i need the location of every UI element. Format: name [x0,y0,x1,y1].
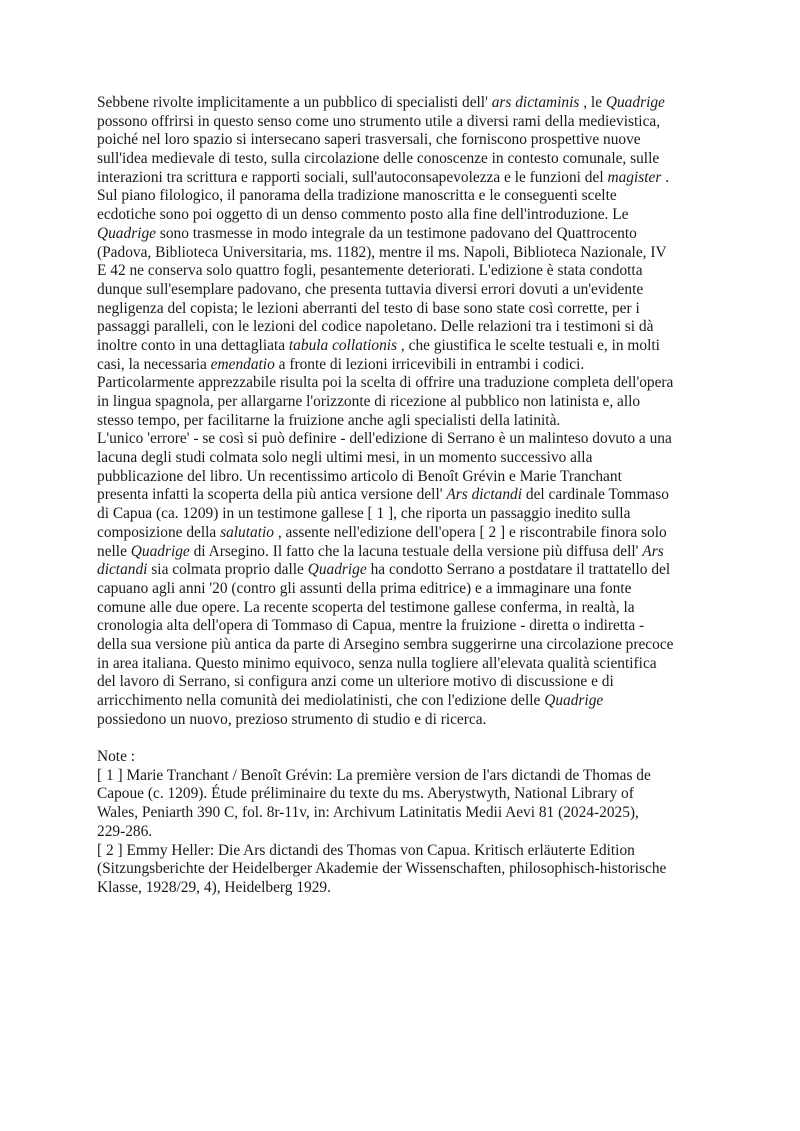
paragraph-spacer [97,729,709,748]
text-run: del lavoro di Serrano, si configura anzi come un ulteriore motivo di discussione e di [97,673,614,691]
text-run: negligenza del copista; le lezioni aberranti del testo di base sono state così corrette, per i [97,299,640,317]
text-run: (Padova, Biblioteca Universitaria, ms. 1182), mentre il ms. Napoli, Biblioteca Nazionale, IV [97,243,667,261]
text-run: a fronte di lezioni irricevibili in entrambi i codici. [274,355,585,373]
text-run: passaggi paralleli, con le lezioni del codice napoletano. Delle relazioni tra i testimoni si dà [97,318,654,336]
text-run: Sul piano filologico, il panorama della tradizione manoscritta e le conseguenti scelte [97,187,617,205]
note-line [97,842,709,861]
text-run: della sua versione più antica da parte di Arsegino sembra suggerirne una circolazione precoce [97,635,674,653]
italic-term: ars dictaminis [491,94,580,111]
italic-term: salutatio [220,523,274,541]
body-line [97,281,709,300]
body-line [97,300,709,319]
body-line [97,206,709,225]
text-run: E 42 ne conserva solo quattro fogli, pesantemente deteriorati. L'edizione è stata condotta [97,262,643,280]
italic-term: Quadrige [97,224,156,242]
text-run: in lingua spagnola, per allargarne l'orizzonte di ricezione al pubblico non latinista e, allo [97,393,641,410]
note-line [97,785,709,804]
text-run: composizione della [97,523,221,541]
text-run: Wales, Peniarth 390 C, fol. 8r-11v, in: Archivum Latinitatis Medii Aevi 81 (2024-2025), [97,804,639,822]
body-line [97,711,709,730]
note-line [97,879,709,898]
notes-list [97,767,709,898]
text-run: Sebbene rivolte implicitamente a un pubblico di specialisti dell' [97,94,492,111]
text-run: poiché nel loro spazio si intersecano saperi trasversali, che forniscono prospettive nuove [97,131,641,149]
text-run: interazioni tra scrittura e rapporti sociali, sull'autoconsapevolezza e le funzioni del [97,168,608,186]
italic-term: emendatio [210,355,275,373]
body-line [97,655,709,674]
text-run: dunque sull'esemplare padovano, che presenta tuttavia diversi errori dovuti a un'evidente [97,280,644,298]
body-line [97,374,709,393]
text-run: 229-286. [97,822,153,840]
text-run: Particolarmente apprezzabile risulta poi la scelta di offrire una traduzione completa dell'opera [97,374,674,392]
text-run: , le [579,94,606,111]
text-run: lacuna degli studi colmata solo negli ultimi mesi, in un momento successivo alla [97,449,593,467]
body-line [97,617,709,636]
text-run: pubblicazione del libro. Un recentissimo articolo di Benoît Grévin e Marie Tranchant [97,467,622,485]
body-line [97,262,709,281]
text-run: presenta infatti la scoperta della più antica versione dell' [97,486,447,504]
text-run: Klasse, 1928/29, 4), Heidelberg 1929. [97,878,331,896]
body-line [97,692,709,711]
italic-term: Quadrige [130,542,190,560]
text-run: possono offrirsi in questo senso come uno strumento utile a diversi rami della medievistica, [97,112,661,130]
document-page [97,94,709,898]
body-line [97,94,709,113]
text-run: . [661,168,670,186]
text-run: di Capua (ca. 1209) in un testimone gallese [ 1 ], che riporta un passaggio inedito sulla [97,505,631,523]
body-line [97,337,709,356]
body-line [97,318,709,337]
text-run: sia colmata proprio dalle [147,561,308,579]
text-run: , che giustifica le scelte testuali e, in molti [397,336,660,354]
text-run: inoltre conto in una dettagliata [97,336,289,354]
body-line [97,225,709,244]
text-run: (Sitzungsberichte der Heidelberger Akademie der Wissenschaften, philosophisch-historische [97,860,667,878]
text-run: ecdotiche sono poi oggetto di un denso commento posto alla fine dell'introduzione. Le [97,206,629,224]
note-line [97,804,709,823]
text-run: capuano agli anni '20 (contro gli assunti della prima editrice) e a immaginare una fonte [97,579,632,597]
italic-term: dictandi [97,561,148,579]
body-line [97,393,709,412]
body-line [97,412,709,431]
body-line [97,580,709,599]
italic-term: Quadrige [605,94,665,111]
text-run: di Arsegino. Il fatto che la lacuna testuale della versione più diffusa dell' [189,542,643,560]
text-run: comune alle due opere. La recente scoperta del testimone gallese conferma, in realtà, la [97,598,635,616]
text-run: [ 1 ] Marie Tranchant / Benoît Grévin: La première version de l'ars dictandi de Thomas de [97,766,651,784]
body-line [97,150,709,169]
body-line [97,524,709,543]
body-line [97,169,709,188]
body-line [97,505,709,524]
text-run: cronologia alta dell'opera di Tommaso di Capua, mentre la fruizione - diretta o indiretta - [97,617,645,635]
body-line [97,599,709,618]
note-line [97,860,709,879]
body-line [97,636,709,655]
italic-term: Ars [642,542,664,560]
body-line [97,187,709,206]
body-line [97,430,709,449]
body-line [97,244,709,263]
text-run: sull'idea medievale di testo, sulla circolazione delle conoscenze in contesto comunale, sulle [97,150,660,168]
body-paragraph [97,94,709,729]
italic-term: tabula collationis [288,336,398,354]
italic-term: Quadrige [544,692,604,709]
body-line [97,561,709,580]
text-run: sono trasmesse in modo integrale da un testimone padovano del Quattrocento [156,224,637,242]
note-line [97,823,709,842]
text-run: possiedono un nuovo, prezioso strumento di studio e di ricerca. [97,710,487,728]
body-line [97,486,709,505]
italic-term: magister [607,168,662,186]
body-line [97,113,709,132]
text-run: nelle [97,542,131,560]
text-run: , assente nell'edizione dell'opera [ 2 ] e riscontrabile finora solo [273,523,667,541]
text-run: stesso tempo, per facilitarne la fruizione anche agli specialisti della latinità. [97,411,561,429]
body-line [97,673,709,692]
text-run: in area italiana. Questo minimo equivoco, senza nulla togliere all'elevata qualità scientifica [97,654,657,672]
text-run: [ 2 ] Emmy Heller: Die Ars dictandi des Thomas von Capua. Kritisch erläuterte Edition [97,841,635,859]
text-run: arricchimento nella comunità dei mediolatinisti, che con l'edizione delle [97,692,545,709]
italic-term: Ars dictandi [446,486,523,504]
text-run: ha condotto Serrano a postdatare il trattatello del [366,561,671,579]
italic-term: Quadrige [307,561,367,579]
body-line [97,449,709,468]
body-line [97,131,709,150]
text-run: del cardinale Tommaso [522,486,669,504]
body-line [97,468,709,487]
text-run: Capoue (c. 1209). Étude préliminaire du texte du ms. Aberystwyth, National Library of [97,785,634,803]
body-line [97,356,709,375]
note-line [97,767,709,786]
text-run: L'unico 'errore' - se così si può definire - dell'edizione di Serrano è un malinteso dovuto a una [97,430,672,448]
notes-heading: Note : [97,748,136,766]
body-line [97,543,709,562]
text-run: casi, la necessaria [97,355,211,373]
